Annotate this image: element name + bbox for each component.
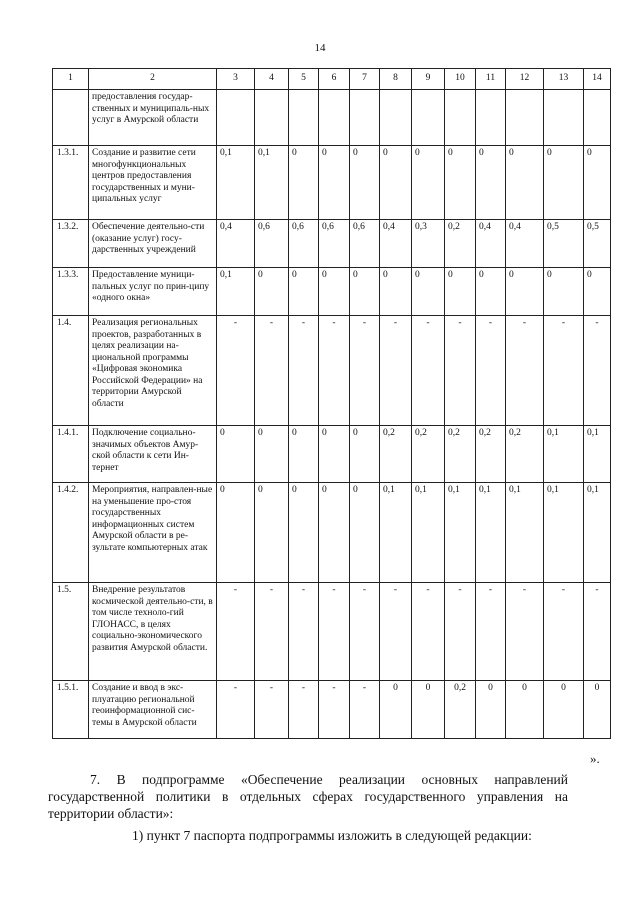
value-cell: 0 (476, 146, 506, 220)
value-cell: - (217, 681, 255, 739)
value-cell (255, 90, 289, 146)
row-name: Предоставление муници-пальных услуг по прин-ципу «одного окна» (89, 268, 217, 316)
table-row (53, 220, 611, 268)
table-row (53, 146, 611, 220)
value-cell: - (217, 583, 255, 681)
row-number: 1.3.3. (53, 268, 89, 316)
value-cell: 0 (506, 146, 544, 220)
value-cell: 0 (319, 426, 350, 483)
value-cell: 0 (544, 681, 584, 739)
value-cell: - (380, 583, 412, 681)
value-cell: - (350, 316, 380, 426)
value-cell: 0,1 (217, 146, 255, 220)
row-number: 1.4. (53, 316, 89, 426)
value-cell: - (476, 316, 506, 426)
row-name: предоставления государ-ственных и муниципаль-ных услуг в Амурской области (89, 90, 217, 146)
value-cell: 0,2 (506, 426, 544, 483)
value-cell: 0,1 (506, 483, 544, 583)
table-row (53, 426, 611, 483)
value-cell: - (584, 583, 611, 681)
value-cell: 0,1 (380, 483, 412, 583)
value-cell: 0,6 (255, 220, 289, 268)
value-cell: 0,1 (476, 483, 506, 583)
header-cell: 2 (89, 69, 217, 90)
value-cell: 0,4 (380, 220, 412, 268)
value-cell: 0 (445, 268, 476, 316)
value-cell: - (506, 583, 544, 681)
value-cell: 0,6 (350, 220, 380, 268)
value-cell: - (445, 316, 476, 426)
row-name: Реализация региональных проектов, разработанных в целях реализации на-циональной программы «Цифровая экономика Российской Федерации» на территории Амурской области (89, 316, 217, 426)
row-name: Создание и ввод в экс-плуатацию региональной геоинформационной сис-темы в Амурской области (89, 681, 217, 739)
value-cell: 0 (380, 681, 412, 739)
header-cell: 9 (412, 69, 445, 90)
value-cell: 0 (506, 681, 544, 739)
header-cell: 4 (255, 69, 289, 90)
value-cell: 0 (319, 483, 350, 583)
value-cell: - (506, 316, 544, 426)
row-name: Внедрение результатов космической деятельно-сти, в том числе техноло-гий ГЛОНАСС, в целях социально-экономического развития Амурской области. (89, 583, 217, 681)
value-cell: - (289, 681, 319, 739)
value-cell: 0,2 (445, 426, 476, 483)
value-cell (412, 90, 445, 146)
header-cell: 7 (350, 69, 380, 90)
header-cell: 11 (476, 69, 506, 90)
header-cell: 5 (289, 69, 319, 90)
value-cell: 0,6 (319, 220, 350, 268)
value-cell: 0 (544, 146, 584, 220)
value-cell: 0,2 (445, 681, 476, 739)
value-cell: 0 (289, 483, 319, 583)
value-cell: 0 (217, 483, 255, 583)
header-cell: 6 (319, 69, 350, 90)
value-cell: 0 (380, 146, 412, 220)
value-cell: - (255, 681, 289, 739)
value-cell: 0,4 (476, 220, 506, 268)
row-name: Подключение социально-значимых объектов Амур-ской области к сети Ин-тернет (89, 426, 217, 483)
value-cell: 0 (584, 146, 611, 220)
value-cell: 0,2 (476, 426, 506, 483)
table-row (53, 268, 611, 316)
value-cell: 0,1 (544, 426, 584, 483)
value-cell: 0,5 (544, 220, 584, 268)
value-cell: 0 (289, 146, 319, 220)
value-cell: 0 (412, 268, 445, 316)
value-cell (380, 90, 412, 146)
value-cell: - (476, 583, 506, 681)
value-cell: 0,2 (380, 426, 412, 483)
row-name: Обеспечение деятельно-сти (оказание услуг) госу-дарственных учреждений (89, 220, 217, 268)
value-cell (584, 90, 611, 146)
indicator-table (52, 68, 611, 739)
table-row (53, 583, 611, 681)
value-cell (476, 90, 506, 146)
value-cell (319, 90, 350, 146)
value-cell: 0 (255, 483, 289, 583)
value-cell (350, 90, 380, 146)
value-cell: - (319, 316, 350, 426)
value-cell: 0 (289, 426, 319, 483)
value-cell: 0 (319, 146, 350, 220)
value-cell: - (255, 316, 289, 426)
value-cell: 0,1 (584, 483, 611, 583)
value-cell: 0 (217, 426, 255, 483)
value-cell (445, 90, 476, 146)
closing-quote: ». (590, 751, 600, 766)
value-cell: - (319, 583, 350, 681)
value-cell: 0 (350, 268, 380, 316)
value-cell: - (289, 583, 319, 681)
row-number: 1.5. (53, 583, 89, 681)
value-cell: 0,3 (412, 220, 445, 268)
value-cell: 0 (255, 426, 289, 483)
value-cell (217, 90, 255, 146)
value-cell: 0 (412, 146, 445, 220)
row-number: 1.4.2. (53, 483, 89, 583)
value-cell: 0,5 (584, 220, 611, 268)
value-cell: 0,1 (544, 483, 584, 583)
value-cell: 0 (350, 146, 380, 220)
value-cell: 0 (584, 268, 611, 316)
value-cell: 0 (476, 268, 506, 316)
value-cell: 0,1 (412, 483, 445, 583)
value-cell: - (217, 316, 255, 426)
value-cell: 0 (584, 681, 611, 739)
value-cell: 0,4 (217, 220, 255, 268)
value-cell: - (544, 316, 584, 426)
row-number: 1.3.2. (53, 220, 89, 268)
value-cell: - (255, 583, 289, 681)
value-cell: 0 (476, 681, 506, 739)
paragraph-7: 7. В подпрограмме «Обеспечение реализации основных направлений государственной политики в отдельных сферах государственного управления на территории области»: (48, 772, 568, 821)
value-cell: 0,6 (289, 220, 319, 268)
value-cell: - (584, 316, 611, 426)
value-cell: - (319, 681, 350, 739)
value-cell: 0 (255, 268, 289, 316)
row-number: 1.3.1. (53, 146, 89, 220)
row-number (53, 90, 89, 146)
table-header-row (53, 69, 611, 90)
value-cell: 0,2 (445, 220, 476, 268)
row-number: 1.4.1. (53, 426, 89, 483)
value-cell: - (544, 583, 584, 681)
value-cell: 0 (380, 268, 412, 316)
page-number: 14 (314, 42, 326, 54)
value-cell: 0,1 (217, 268, 255, 316)
value-cell (544, 90, 584, 146)
value-cell: 0 (350, 483, 380, 583)
value-cell: - (412, 583, 445, 681)
header-cell: 14 (584, 69, 611, 90)
value-cell: 0 (319, 268, 350, 316)
row-name: Мероприятия, направлен-ные на уменьшение про-стоя государственных информационных систем Амурской области в ре-зультате компьютерных атак (89, 483, 217, 583)
value-cell: - (445, 583, 476, 681)
table-row (53, 90, 611, 146)
value-cell: 0 (445, 146, 476, 220)
value-cell (506, 90, 544, 146)
table-row (53, 681, 611, 739)
header-cell: 3 (217, 69, 255, 90)
value-cell (289, 90, 319, 146)
header-cell: 10 (445, 69, 476, 90)
paragraph-1: 1) пункт 7 паспорта подпрограммы изложить в следующей редакции: (132, 828, 532, 843)
value-cell: 0 (350, 426, 380, 483)
value-cell: 0,1 (445, 483, 476, 583)
value-cell: 0 (412, 681, 445, 739)
row-number: 1.5.1. (53, 681, 89, 739)
value-cell: - (289, 316, 319, 426)
table-row (53, 316, 611, 426)
value-cell: 0,1 (584, 426, 611, 483)
value-cell: 0 (506, 268, 544, 316)
value-cell: 0,4 (506, 220, 544, 268)
value-cell: - (412, 316, 445, 426)
header-cell: 1 (53, 69, 89, 90)
value-cell: - (350, 583, 380, 681)
value-cell: 0,1 (255, 146, 289, 220)
value-cell: - (380, 316, 412, 426)
header-cell: 12 (506, 69, 544, 90)
header-cell: 13 (544, 69, 584, 90)
row-name: Создание и развитие сети многофункциональных центров предоставления государственных и муни-ципальных услуг (89, 146, 217, 220)
table-row (53, 483, 611, 583)
value-cell: 0 (544, 268, 584, 316)
value-cell: 0,2 (412, 426, 445, 483)
header-cell: 8 (380, 69, 412, 90)
value-cell: 0 (289, 268, 319, 316)
value-cell: - (350, 681, 380, 739)
